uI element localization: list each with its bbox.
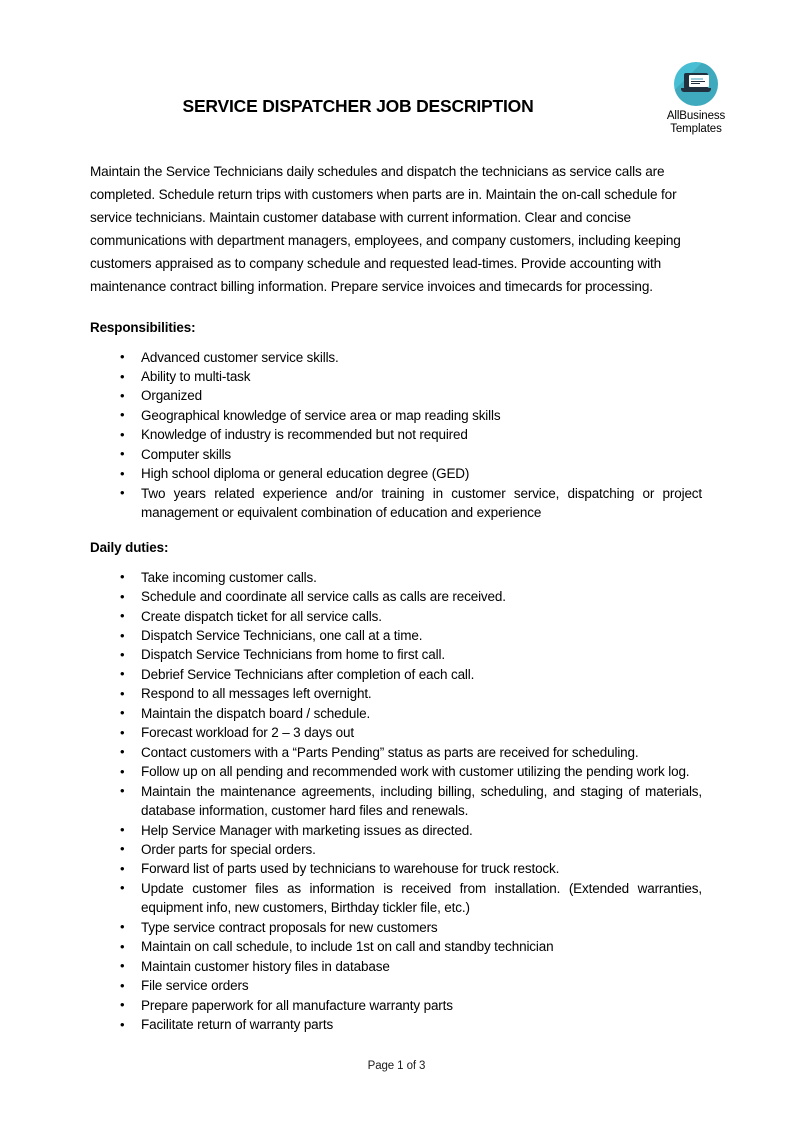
list-item-text: Maintain the maintenance agreements, including billing, scheduling, and staging of materials, database information, customer hard files and renewals.: [141, 783, 702, 819]
spacer: [90, 335, 702, 348]
list-item-text: File service orders: [141, 978, 249, 994]
list-item-text: Schedule and coordinate all service calls as calls are received.: [141, 589, 506, 605]
list-item: [90, 996, 702, 1015]
responsibilities-list: [90, 348, 702, 523]
brand-logo: [650, 62, 742, 136]
list-item-text: Forward list of parts used by technicians to warehouse for truck restock.: [141, 861, 560, 877]
brand-caption-line-1: AllBusiness: [666, 110, 726, 122]
list-item-text: Dispatch Service Technicians, one call at a time.: [141, 628, 423, 643]
list-item: [90, 568, 702, 587]
brand-caption: [650, 110, 742, 136]
list-item-text: Ability to multi-task: [141, 369, 251, 385]
list-item-text: Maintain on call schedule, to include 1st on call and standby technician: [141, 939, 554, 955]
list-item-text: Respond to all messages left overnight.: [141, 686, 372, 702]
list-item-text: Organized: [141, 388, 202, 404]
list-item: [90, 821, 702, 840]
screen-line-3: [691, 83, 700, 84]
list-item-text: Maintain the dispatch board / schedule.: [141, 705, 371, 721]
list-item: [90, 348, 702, 367]
laptop-base: [681, 88, 711, 92]
list-item: [90, 445, 702, 464]
list-item: [90, 859, 702, 878]
list-item: [90, 367, 702, 386]
screen-line-2: [691, 81, 705, 82]
list-item: [90, 918, 702, 937]
list-item: [90, 743, 702, 762]
responsibilities-heading: Responsibilities:: [90, 319, 196, 335]
list-item: [90, 1015, 702, 1034]
list-item: [90, 782, 702, 821]
list-item: [90, 484, 702, 523]
list-item-text: Facilitate return of warranty parts: [141, 1017, 334, 1033]
list-item-text: Computer skills: [141, 446, 232, 462]
list-item-text: Create dispatch ticket for all service calls.: [141, 608, 382, 624]
list-item: [90, 386, 702, 405]
list-item-text: Forecast workload for 2 – 3 days out: [141, 725, 354, 741]
spacer: [90, 555, 702, 568]
list-item: [90, 626, 702, 645]
list-item: [90, 607, 702, 626]
list-item-text: Type service contract proposals for new customers: [141, 919, 438, 935]
list-item: [90, 723, 702, 742]
laptop-icon: [674, 62, 718, 106]
spacer: [90, 523, 702, 540]
list-item-text: Two years related experience and/or training in customer service, dispatching or project management or equivalent combination of education and experience: [141, 485, 702, 521]
list-item: [90, 762, 702, 781]
list-item-text: Update customer files as information is received from installation. (Extended warranties, equipment info, new customers, Birthday tickler file, etc.): [141, 880, 702, 916]
list-item: [90, 704, 702, 723]
list-item: [90, 587, 702, 606]
list-item-text: Dispatch Service Technicians from home to first call.: [141, 647, 445, 663]
spacer: [90, 299, 702, 320]
daily-duties-heading: Daily duties:: [90, 539, 169, 555]
laptop-screen: [689, 75, 709, 87]
page-footer: Page 1 of 3: [367, 1060, 426, 1072]
list-item: [90, 684, 702, 703]
list-item: [90, 425, 702, 444]
list-item: [90, 957, 702, 976]
page-title: SERVICE DISPATCHER JOB DESCRIPTION: [182, 96, 534, 116]
list-item: [90, 879, 702, 918]
list-item: [90, 840, 702, 859]
list-item-text: Order parts for special orders.: [141, 841, 316, 857]
intro-paragraph: Maintain the Service Technicians daily schedules and dispatch the technicians as service calls are completed. Schedule return trips with customers when parts are in. Maintain the on-call schedule for service technicians. Maintain customer database with current information. Clear and concise communications with department managers, employees, and company customers, including keeping customers appraised as to company schedule and requested lead-times. Provide accounting with maintenance contract billing information. Prepare service invoices and timecards for processing.: [90, 164, 681, 295]
document-body: [90, 160, 702, 1035]
laptop-glyph: [681, 73, 711, 95]
list-item-text: Help Service Manager with marketing issues as directed.: [141, 822, 473, 838]
list-item-text: Contact customers with a “Parts Pending” status as parts are received for scheduling.: [141, 744, 639, 760]
list-item-text: Maintain customer history files in database: [141, 958, 390, 974]
list-item-text: Geographical knowledge of service area or map reading skills: [141, 407, 501, 423]
screen-line-1: [691, 78, 703, 80]
list-item: [90, 645, 702, 664]
list-item-text: Advanced customer service skills.: [141, 349, 339, 365]
list-item: [90, 937, 702, 956]
list-item-text: High school diploma or general education degree (GED): [141, 466, 470, 482]
list-item: [90, 665, 702, 684]
brand-caption-line-2: Templates: [670, 123, 722, 135]
laptop-lid: [684, 73, 708, 89]
daily-duties-list: [90, 568, 702, 1035]
list-item-text: Prepare paperwork for all manufacture warranty parts: [141, 997, 453, 1013]
list-item: [90, 406, 702, 425]
list-item-text: Follow up on all pending and recommended work with customer utilizing the pending work log.: [141, 764, 690, 780]
list-item: [90, 976, 702, 995]
list-item-text: Knowledge of industry is recommended but not required: [141, 427, 468, 443]
list-item-text: Debrief Service Technicians after completion of each call.: [141, 666, 475, 682]
list-item-text: Take incoming customer calls.: [141, 569, 317, 585]
list-item: [90, 464, 702, 483]
